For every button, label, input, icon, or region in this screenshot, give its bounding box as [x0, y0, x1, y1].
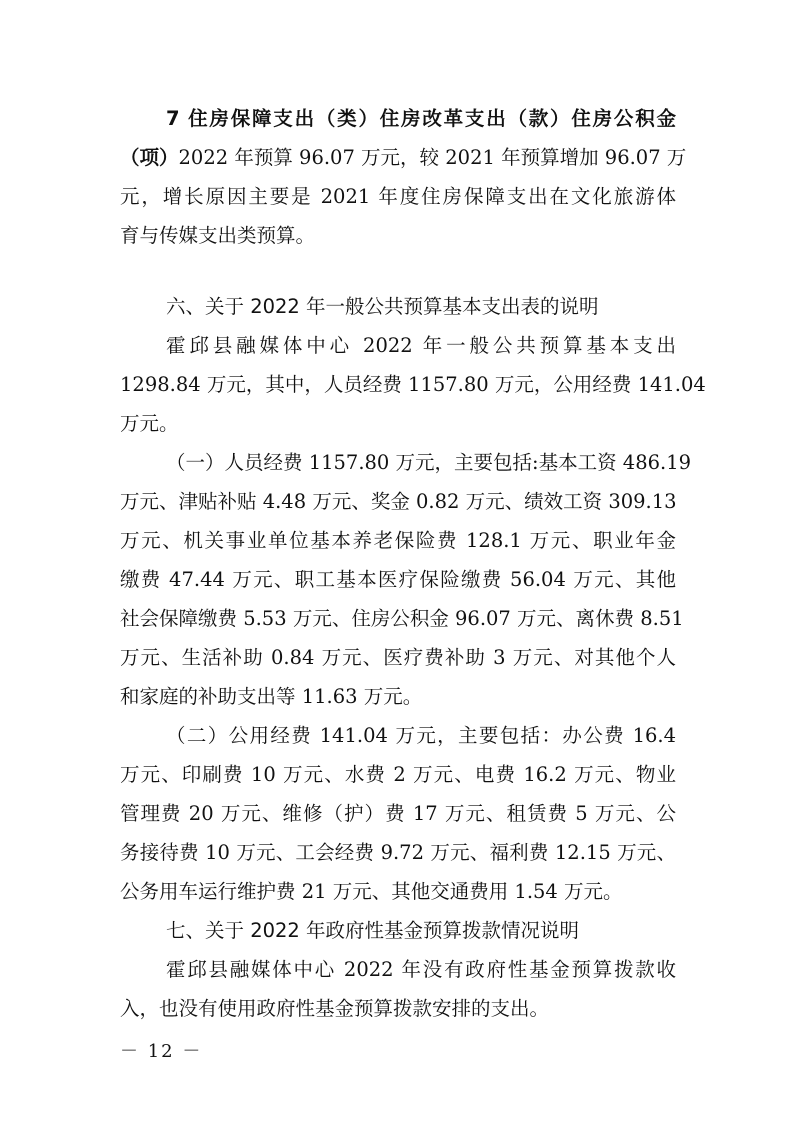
section6-p3-line4: 务接待费 10 万元、工会经费 9.72 万元、福利费 12.15 万元、 — [120, 841, 676, 864]
section6-heading: 六、关于 2022 年一般公共预算基本支出表的说明 — [166, 295, 599, 318]
section7-line2-bold: （项） — [120, 146, 179, 169]
section6-p2-line4: 缴费 47.44 万元、职工基本医疗保险缴费 56.04 万元、其他 — [120, 568, 676, 591]
section6-p3-line1: （二）公用经费 141.04 万元，主要包括：办公费 16.4 — [166, 724, 676, 747]
section7-line4: 育与传媒支出类预算。 — [120, 224, 316, 247]
section7-line1: 7 住房保障支出（类）住房改革支出（款）住房公积金 — [166, 107, 676, 130]
section6-p2-line6: 万元、生活补助 0.84 万元、医疗费补助 3 万元、对其他个人 — [120, 646, 676, 669]
section6-p2-line5: 社会保障缴费 5.53 万元、住房公积金 96.07 万元、离休费 8.51 — [120, 607, 684, 630]
section7-line3: 元，增长原因主要是 2021 年度住房保障支出在文化旅游体 — [120, 185, 676, 208]
section6-p2-line7: 和家庭的补助支出等 11.63 万元。 — [120, 685, 423, 708]
section6-p3-line3: 管理费 20 万元、维修（护）费 17 万元、租赁费 5 万元、公 — [120, 802, 676, 825]
section7b-line1: 霍邱县融媒体中心 2022 年没有政府性基金预算拨款收 — [166, 958, 676, 981]
section7-line2-rest: 2022 年预算 96.07 万元，较 2021 年预算增加 96.07 万 — [178, 146, 687, 169]
section6-p2-line3: 万元、机关事业单位基本养老保险费 128.1 万元、职业年金 — [120, 529, 676, 552]
section6-p1-line2: 1298.84 万元，其中，人员经费 1157.80 万元，公用经费 141.04 — [120, 373, 706, 396]
section7b-heading: 七、关于 2022 年政府性基金预算拨款情况说明 — [166, 919, 580, 942]
section7b-line2: 入，也没有使用政府性基金预算拨款安排的支出。 — [120, 997, 550, 1020]
section6-p2-line1: （一）人员经费 1157.80 万元，主要包括:基本工资 486.19 — [166, 451, 692, 474]
section6-p3-line2: 万元、印刷费 10 万元、水费 2 万元、电费 16.2 万元、物业 — [120, 763, 676, 786]
section7-line2 — [120, 141, 687, 175]
section6-p3-line5: 公务用车运行维护费 21 万元、其他交通费用 1.54 万元。 — [120, 880, 623, 903]
section6-p1-line1: 霍邱县融媒体中心 2022 年一般公共预算基本支出 — [166, 334, 676, 357]
page-number: － 12 － — [120, 1041, 203, 1062]
section6-p2-line2: 万元、津贴补贴 4.48 万元、奖金 0.82 万元、绩效工资 309.13 — [120, 490, 677, 513]
section6-p1-line3: 万元。 — [120, 412, 179, 435]
